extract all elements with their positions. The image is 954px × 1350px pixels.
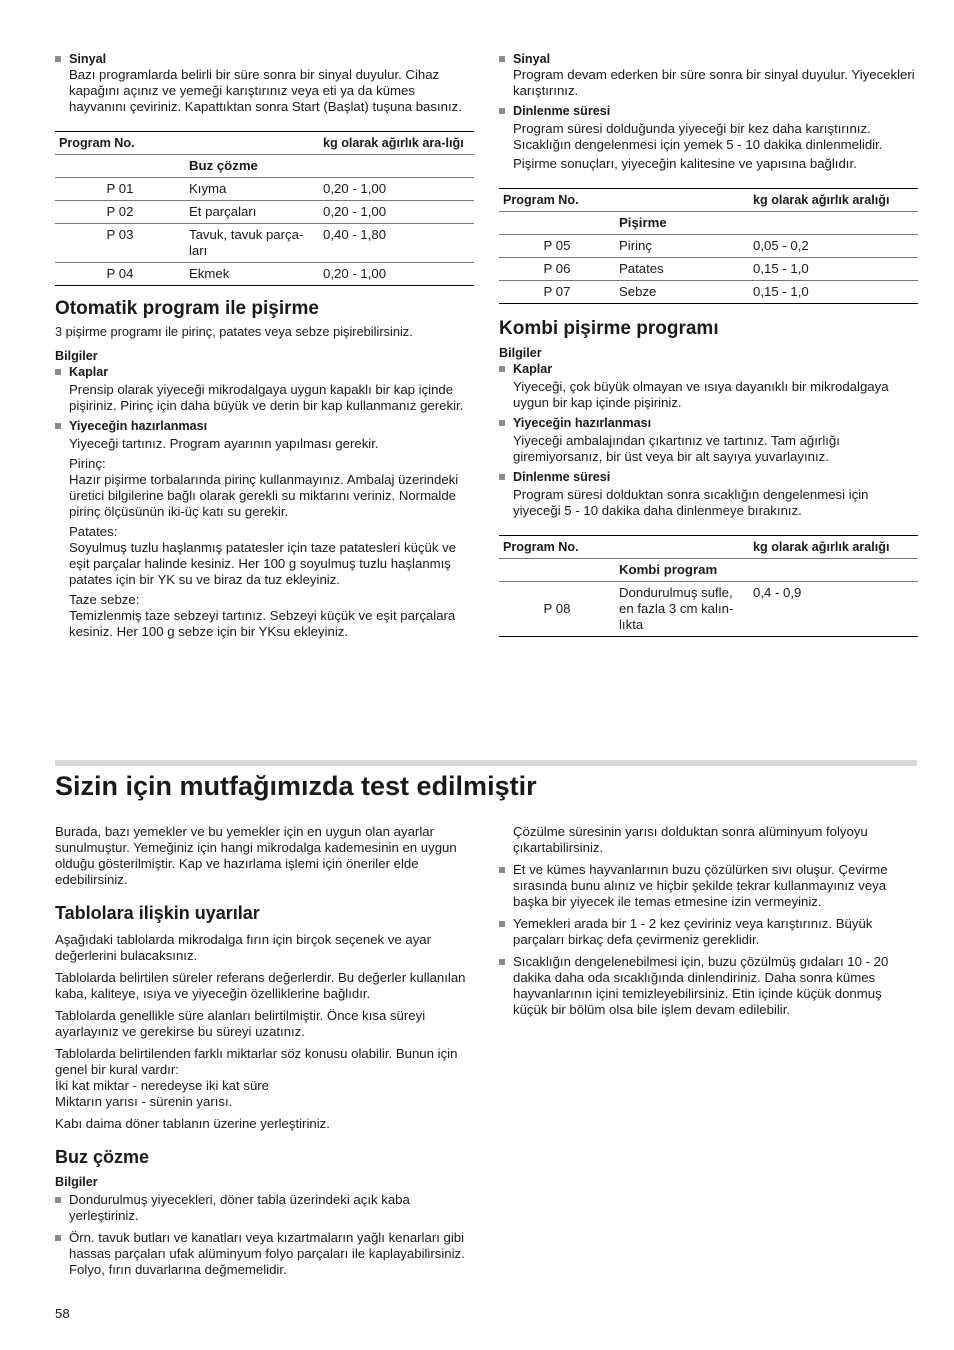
table-cell: Pirinç: [615, 235, 749, 258]
table-header-program: Program No.: [55, 132, 185, 155]
right-bullet-3: Sıcaklığın dengelenebilmesi için, buzu çözülmüş gıdaları 10 - 20 dakika daha oda sıcaklığında dinlendiriniz. Daha sonra kümes hayvanlarının içini temizleyebilirsiniz. Etin içinde küçük donmuş küçük bir bölüm olsa bile işlem devam edilebilir.: [499, 954, 919, 1018]
table-cell: P 01: [55, 178, 185, 201]
dinlenme-text: Program süresi dolduğunda yiyeceği bir kez daha karıştırınız. Sıcaklığın dengelenmesi için yemek 5 - 10 dakika dinlenmelidir.: [513, 121, 883, 152]
table-group: Buz çözme: [185, 155, 319, 178]
section-rule: [55, 760, 917, 766]
table-group: Pişirme: [615, 212, 749, 235]
pirinc-label: Pirinç:: [69, 456, 106, 471]
pirinc-text: Hazır pişirme torbalarında pirinç kullanmayınız. Ambalaj üzerindeki üretici bilgilerine bağlı olarak gerekli su miktarını veriniz. Normalde pirinç ölçüsünün iki-üç katı su gerekir.: [69, 472, 459, 519]
sinyal-text: Bazı programlarda belirli bir süre sonra bir sinyal duyulur. Cihaz kapağını açınız ve yemeği karıştırınız veya eti ya da kümes hayvanını çeviriniz. Kapattıktan sonra Start (Başlat) tuşuna basınız.: [69, 67, 462, 114]
tablo-text-4a: Tablolarda belirtilenden farklı miktarlar söz konusu olabilir. Bunun için genel bir kural vardır:: [55, 1046, 458, 1077]
table-header-program: Program No.: [499, 189, 615, 212]
table-cell: Et parçaları: [185, 201, 319, 224]
table-cell: P 02: [55, 201, 185, 224]
tablo-text-4b: İki kat miktar - neredeyse iki kat süre: [55, 1078, 270, 1093]
table-header-kg: kg olarak ağırlık ara-lığı: [319, 132, 474, 155]
table-cell: 0,20 - 1,00: [319, 201, 474, 224]
table-cell: Patates: [615, 258, 749, 281]
kaplar-heading: Kaplar: [499, 361, 919, 377]
table-cell: P 03: [55, 224, 185, 263]
yiyecek-text: Yiyeceği tartınız. Program ayarının yapılması gerekir.: [69, 436, 379, 451]
right-bullet-1: Et ve kümes hayvanlarının buzu çözülürken sıvı oluşur. Çevirme sırasında bunu alınız ve hiçbir şekilde tekrar kullanmayınız veya başka bir yiyecek ile temas etmesine izin vermeyiniz.: [499, 862, 919, 910]
table-cell: 0,20 - 1,00: [319, 263, 474, 286]
table-cell: 0,40 - 1,80: [319, 224, 474, 263]
table-cell: 0,15 - 1,0: [749, 258, 918, 281]
right-bottom-column: [499, 824, 919, 1018]
tablo-text-3: Tablolarda genellikle süre alanları belirtilmiştir. Önce kısa süreyi ayarlayınız ve gerekirse bu süreyi uzatınız.: [55, 1008, 426, 1039]
sinyal-text: Program devam ederken bir süre sonra bir sinyal duyulur. Yiyecekleri karıştırınız.: [513, 67, 915, 98]
kaplar-text: Prensip olarak yiyeceği mikrodalgaya uygun kapaklı bir kap içinde pişiriniz. Pirinç için daha büyük ve derin bir kap kullanmanız gerekir.: [69, 382, 464, 413]
page-number: 58: [55, 1306, 70, 1321]
table-cell: 0,4 - 0,9: [749, 582, 918, 637]
yiyecek-text: Yiyeceği ambalajından çıkartınız ve tartınız. Tam ağırlığı giremiyorsanız, bir üst veya bir alt sayıya yuvarlayınız.: [513, 433, 840, 464]
defrost-table: [55, 131, 474, 286]
sebze-label: Taze sebze:: [69, 592, 140, 607]
patates-label: Patates:: [69, 524, 118, 539]
table-cell: P 08: [499, 582, 615, 637]
table-cell: P 05: [499, 235, 615, 258]
table-cell: Kıyma: [185, 178, 319, 201]
sinyal-heading: Sinyal: [55, 51, 475, 67]
right-bullet-2: Yemekleri arada bir 1 - 2 kez çeviriniz veya karıştırınız. Büyük parçaları birkaç defa çevirmeniz gereklidir.: [499, 916, 919, 948]
patates-text: Soyulmuş tuzlu haşlanmış patatesler için taze patatesleri küçük ve eşit parçalar halinde kesiniz. Her 100 g soyulmuş tuzlu haşlanmış patates için bir YK su ve biraz da tuz ekleyiniz.: [69, 540, 457, 587]
table-header-kg: kg olarak ağırlık aralığı: [749, 189, 918, 212]
table-cell: Ekmek: [185, 263, 319, 286]
dinlenme-heading: Dinlenme süresi: [499, 469, 919, 485]
tablo-text-4c: Miktarın yarısı - sürenin yarısı.: [55, 1094, 233, 1109]
sebze-text: Temizlenmiş taze sebzeyi tartınız. Sebzeyi küçük ve eşit parçalara kesiniz. Her 100 g sebze için bir YKsu ekleyiniz.: [69, 608, 456, 639]
left-top-column: [55, 51, 475, 640]
kombi-heading: Kombi pişirme programı: [499, 318, 719, 339]
kaplar-text: Yiyeceği, çok büyük olmayan ve ısıya dayanıklı bir mikrodalgaya uygun bir kap içinde pişiriniz.: [513, 379, 889, 410]
dinlenme-text: Program süresi dolduktan sonra sıcaklığın dengelenmesi için yiyeceği 5 - 10 dakika daha dinlenmeye bırakınız.: [513, 487, 869, 518]
table-header-program: Program No.: [499, 536, 615, 559]
tablo-text-5: Kabı daima döner tablanın üzerine yerleştiriniz.: [55, 1116, 330, 1131]
tablo-text-1: Aşağıdaki tablolarda mikrodalga fırın için birçok seçenek ve ayar değerlerini bulacaksınız.: [55, 932, 432, 963]
table-header-kg: kg olarak ağırlık aralığı: [749, 536, 918, 559]
buz-bullet-2: Örn. tavuk butları ve kanatları veya kızartmaların yağlı kenarları gibi hassas parçaları ufak alüminyum folyo parçaları ile kaplayabilirsiniz. Folyo, fırın duvarlarına değmemelidir.: [55, 1230, 475, 1278]
bilgiler-label: Bilgiler: [55, 349, 98, 363]
kaplar-heading: Kaplar: [55, 364, 475, 380]
yiyecek-heading: Yiyeceğin hazırlanması: [55, 418, 475, 434]
table-cell: 0,05 - 0,2: [749, 235, 918, 258]
oto-text: 3 pişirme programı ile pirinç, patates veya sebze pişirebilirsiniz.: [55, 324, 413, 339]
right-top-column: [499, 51, 919, 637]
folyo-text: Çözülme süresinin yarısı dolduktan sonra alüminyum folyoyu çıkartabilirsiniz.: [513, 824, 868, 855]
buz-heading: Buz çözme: [55, 1147, 150, 1167]
combi-table: [499, 535, 918, 637]
intro-text: Burada, bazı yemekler ve bu yemekler için en uygun olan ayarlar sunulmuştur. Yemeğiniz için hangi mikrodalga kademesinin en uygun olduğu gösterilmiştir. Kap ve hazırlama işlemi için öneriler elde edebilirsiniz.: [55, 824, 457, 887]
table-header-blank: [185, 132, 319, 155]
tablo-heading: Tablolara ilişkin uyarılar: [55, 903, 260, 923]
table-cell: P 06: [499, 258, 615, 281]
table-cell: 0,20 - 1,00: [319, 178, 474, 201]
table-cell: Dondurulmuş sufle, en fazla 3 cm kalın-lıkta: [615, 582, 749, 637]
dinlenme-text-2: Pişirme sonuçları, yiyeceğin kalitesine ve yapısına bağlıdır.: [513, 156, 857, 171]
table-cell: Sebze: [615, 281, 749, 304]
section-title: Sizin için mutfağımızda test edilmiştir: [55, 771, 537, 801]
tablo-text-2: Tablolarda belirtilen süreler referans değerlerdir. Bu değerler kullanılan kaba, kaliteye, ısıya ve yiyeceğin özelliklerine bağlıdır.: [55, 970, 466, 1001]
dinlenme-heading: Dinlenme süresi: [499, 103, 919, 119]
table-cell: P 04: [55, 263, 185, 286]
left-bottom-column: [55, 824, 475, 1278]
table-cell: P 07: [499, 281, 615, 304]
table-group: Kombi program: [615, 559, 749, 582]
table-cell: 0,15 - 1,0: [749, 281, 918, 304]
oto-heading: Otomatik program ile pişirme: [55, 298, 319, 319]
bilgiler-label: Bilgiler: [499, 346, 542, 360]
sinyal-heading: Sinyal: [499, 51, 919, 67]
table-cell: Tavuk, tavuk parça-ları: [185, 224, 319, 263]
yiyecek-heading: Yiyeceğin hazırlanması: [499, 415, 919, 431]
cooking-table: [499, 188, 918, 304]
buz-bullet-1: Dondurulmuş yiyecekleri, döner tabla üzerindeki açık kaba yerleştiriniz.: [55, 1192, 475, 1224]
bilgiler-label: Bilgiler: [55, 1175, 98, 1189]
